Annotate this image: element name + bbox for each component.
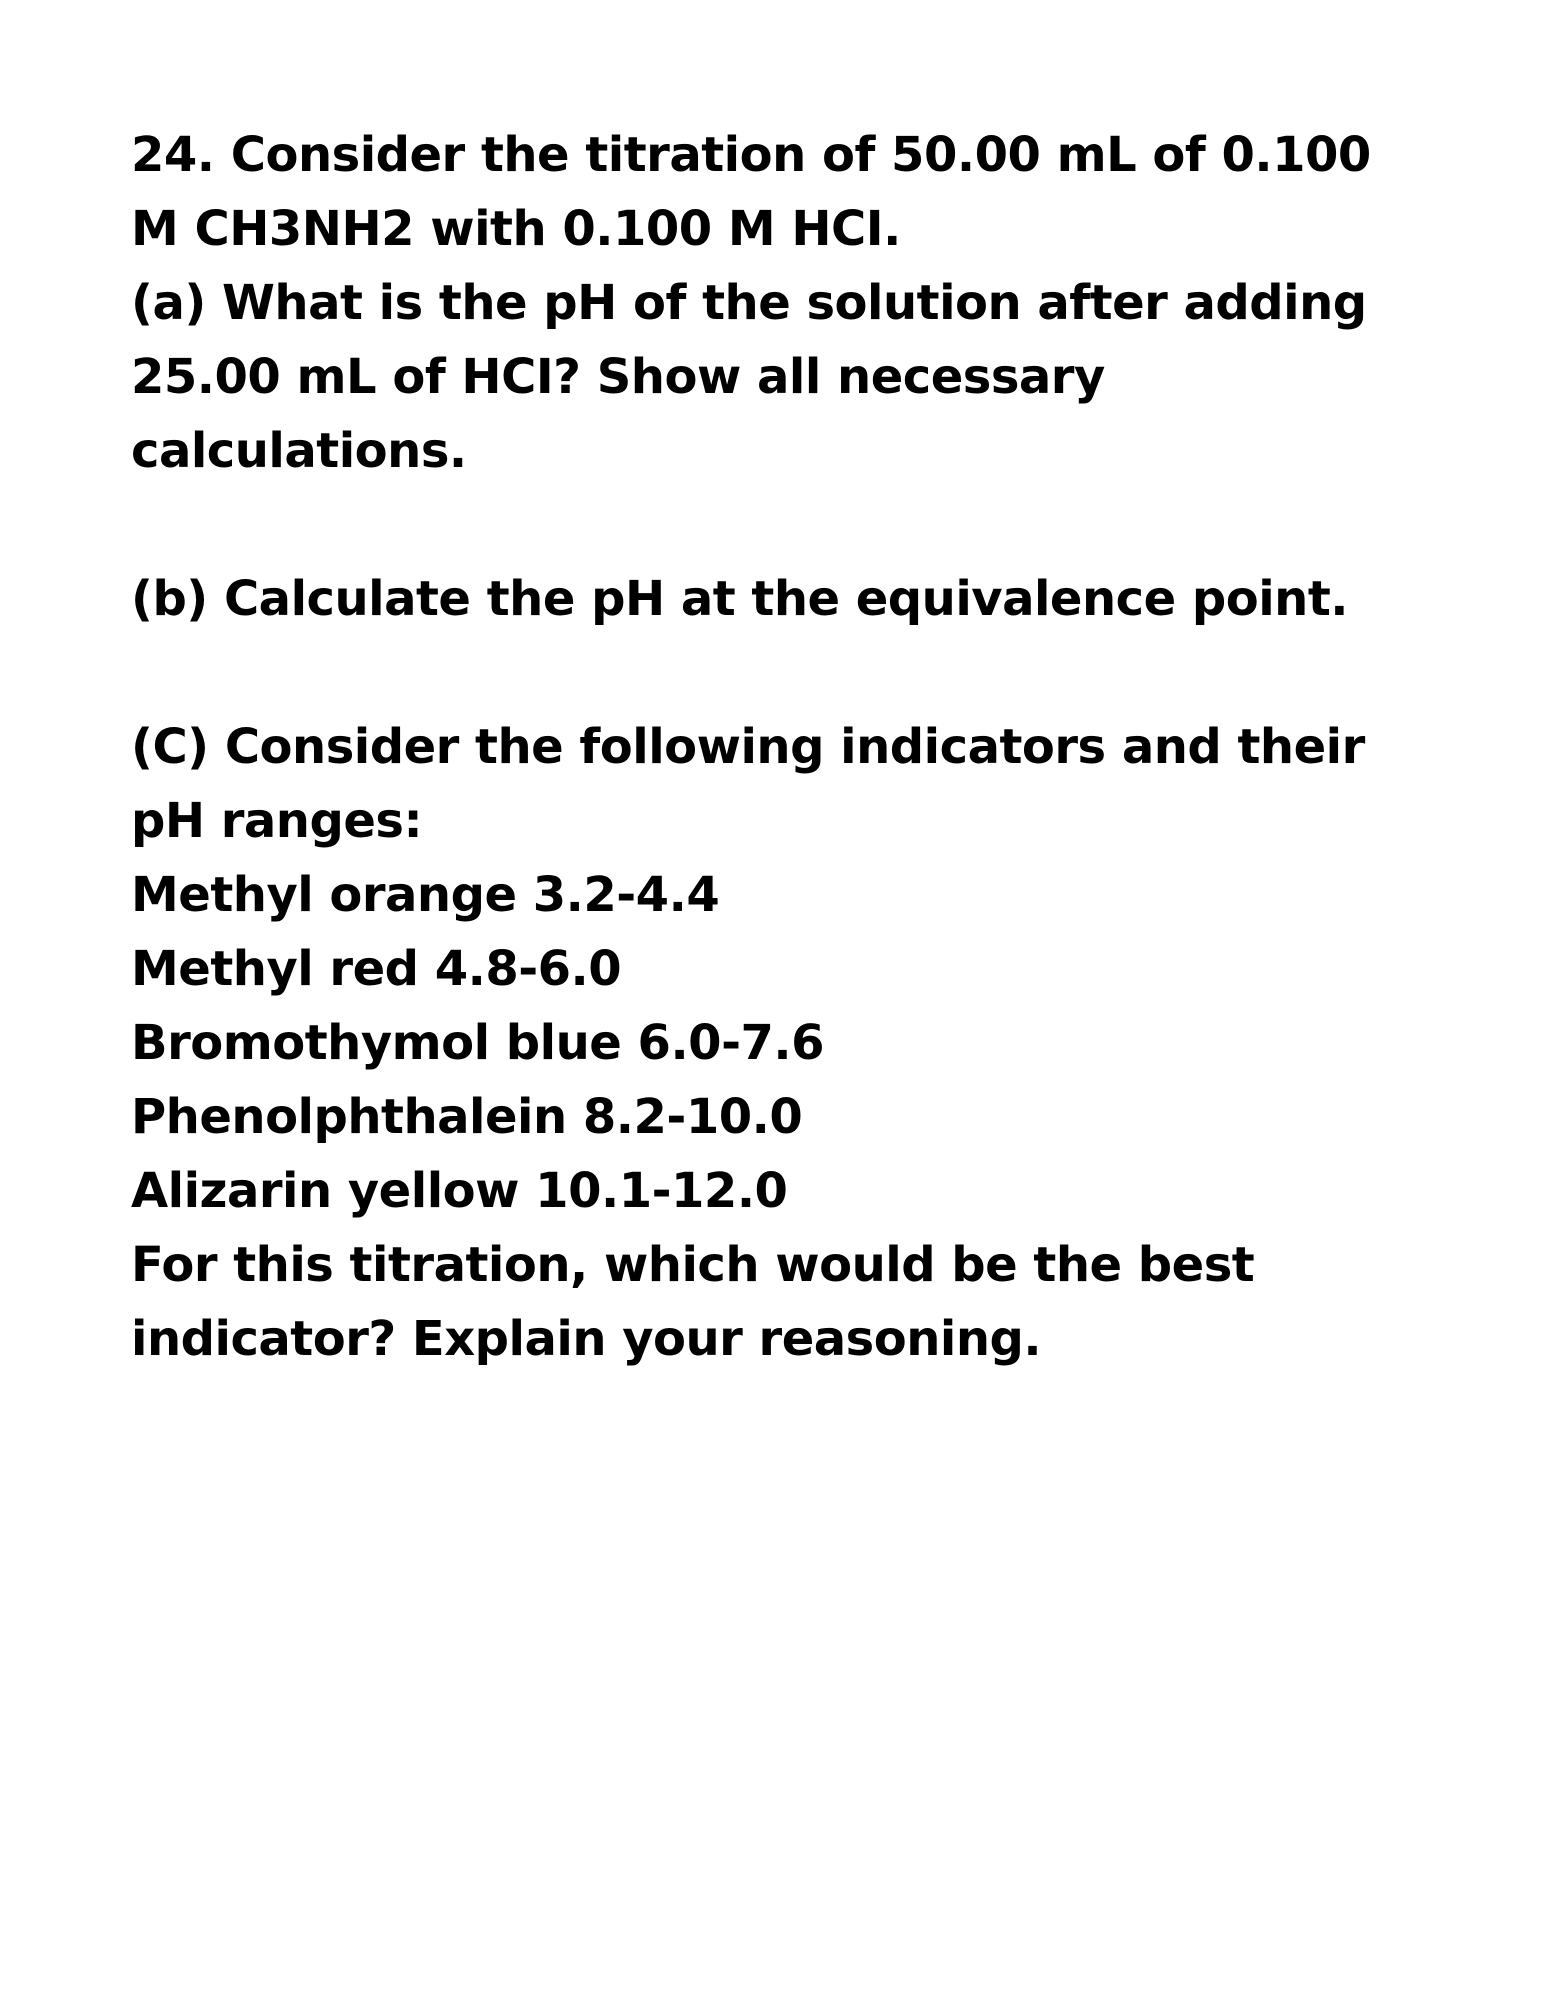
part-a-line: (a) What is the pH of the solution after adding (131, 275, 1367, 331)
part-a-line: 25.00 mL of HCI? Show all necessary (131, 349, 1105, 405)
question-intro-line: 24. Consider the titration of 50.00 mL of 0.100 (131, 127, 1371, 183)
question-text (131, 118, 1431, 1376)
indicator-item: Methyl orange 3.2-4.4 (131, 867, 720, 923)
paragraph-gap (131, 636, 1431, 710)
part-c-intro-line: (C) Consider the following indicators and their (131, 719, 1365, 775)
part-c-prompt-line: indicator? Explain your reasoning. (131, 1311, 1042, 1367)
indicator-item: Phenolphthalein 8.2-10.0 (131, 1089, 803, 1145)
part-c-intro-line: pH ranges: (131, 793, 423, 849)
indicator-item: Methyl red 4.8-6.0 (131, 941, 622, 997)
part-b-line: (b) Calculate the pH at the equivalence point. (131, 571, 1349, 627)
part-c-prompt-line: For this titration, which would be the best (131, 1237, 1255, 1293)
indicator-item: Alizarin yellow 10.1-12.0 (131, 1163, 788, 1219)
indicator-item: Bromothymol blue 6.0-7.6 (131, 1015, 825, 1071)
paragraph-gap (131, 488, 1431, 562)
part-a-line: calculations. (131, 423, 467, 479)
question-intro-line: M CH3NH2 with 0.100 M HCI. (131, 201, 901, 257)
